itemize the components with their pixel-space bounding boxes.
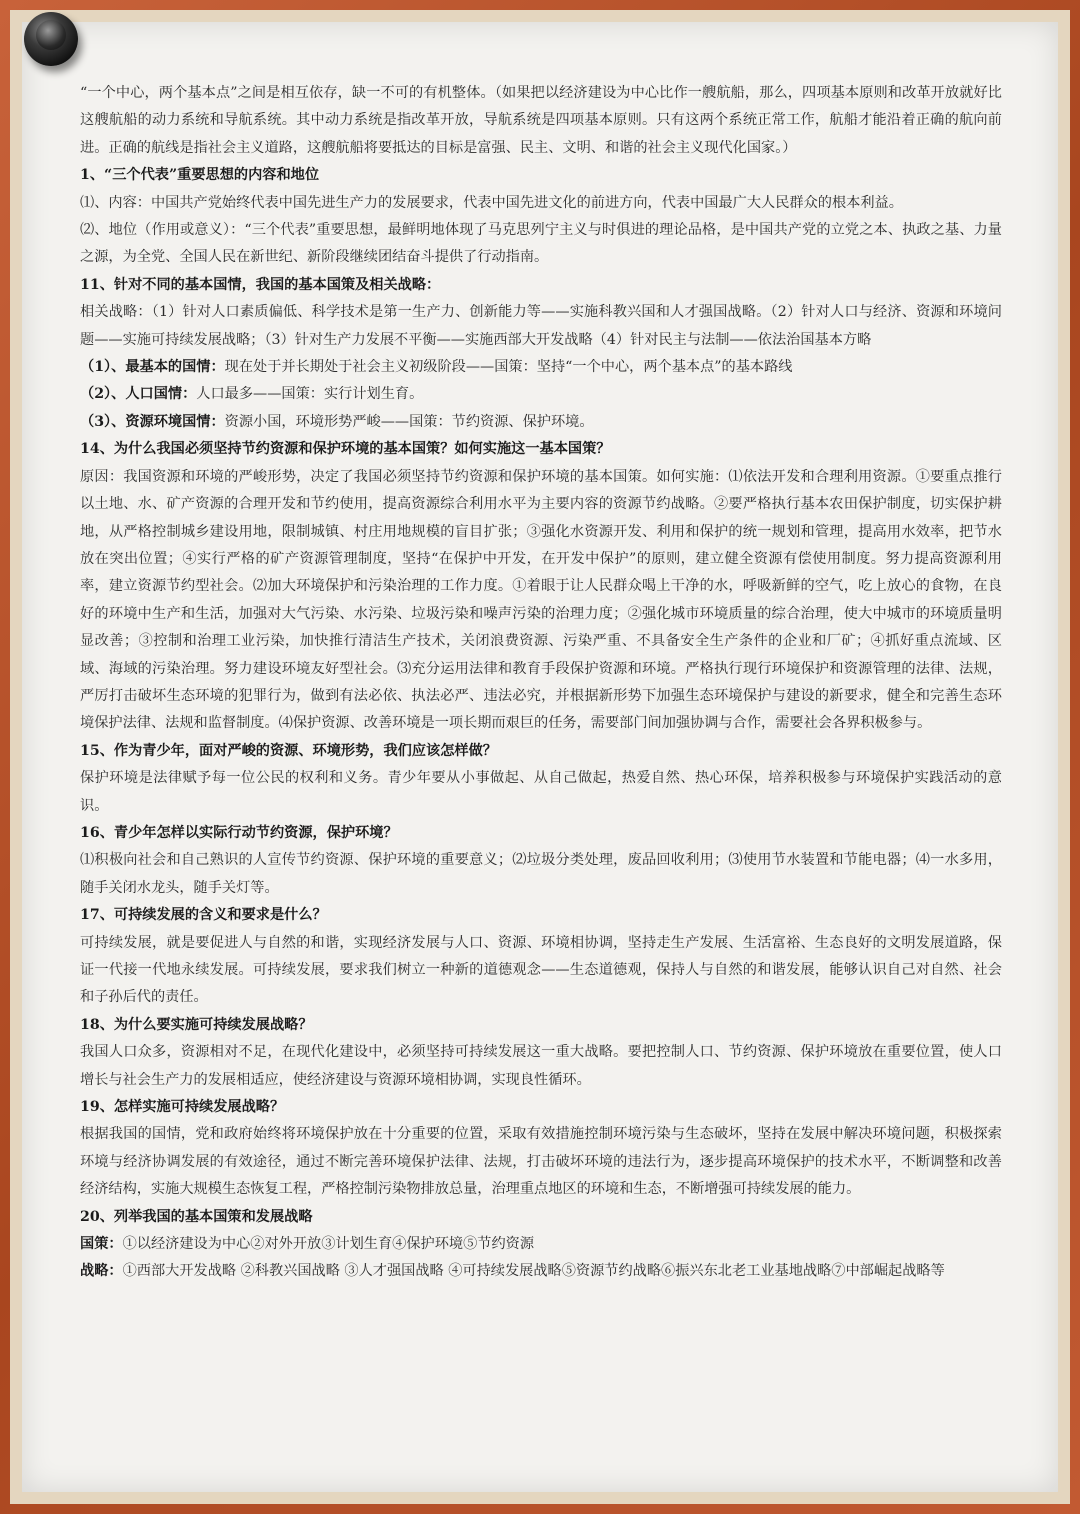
section-1-heading: 1、“三个代表”重要思想的内容和地位 <box>80 167 320 184</box>
section-17-body: 可持续发展，就是要促进人与自然的和谐，实现经济发展与人口、资源、环境相协调，坚持走生产发展、生活富裕、生态良好的文明发展道路，保证一代接一代地永续发展。可持续发展，要求我们树立一种新的道德观念——生态道德观，保持人与自然的和谐发展，能够认识自己对自然、社会和子孙后代的责任。 <box>80 934 1002 1006</box>
section-19-body: 根据我国的国情，党和政府始终将环境保护放在十分重要的位置，采取有效措施控制环境污染与生态破坏，坚持在发展中解决环境问题，积极探索环境与经济协调发展的有效途径，通过不断完善环境保护法律、法规，打击破坏环境的违法行为，逐步提高环境保护的技术水平，不断调整和改善经济结构，实施大规模生态恢复工程，严格控制污染物排放总量，治理重点地区的环境和生态，不断增强可持续发展的能力。 <box>80 1126 1002 1198</box>
section-14-body: 原因：我国资源和环境的严峻形势，决定了我国必须坚持节约资源和保护环境的基本国策。如何实施：⑴依法开发和合理利用资源。①要重点推行以土地、水、矿产资源的合理开发和节约使用，提高资源综合利用水平为主要内容的资源节约战略。②要严格执行基本农田保护制度，切实保护耕地，从严格控制城乡建设用地，限制城镇、村庄用地规模的盲目扩张；③强化水资源开发、利用和保护的统一规划和管理，提高用水效率，把节水放在突出位置；④实行严格的矿产资源管理制度，坚持“在保护中开发，在开发中保护”的原则，建立健全资源有偿使用制度。努力提高资源利用率，建立资源节约型社会。⑵加大环境保护和污染治理的工作力度。①着眼于让人民群众喝上干净的水，呼吸新鲜的空气，吃上放心的食物，在良好的环境中生产和生活，加强对大气污染、水污染、垃圾污染和噪声污染的治理力度；②强化城市环境质量的综合治理，使大中城市的环境质量明显改善；③控制和治理工业污染，加快推行清洁生产技术，关闭浪费资源、污染严重、不具备安全生产条件的企业和厂矿；④抓好重点流域、区域、海域的污染治理。努力建设环境友好型社会。⑶充分运用法律和教育手段保护资源和环境。严格执行现行环境保护和资源管理的法律、法规，严厉打击破坏生态环境的犯罪行为，做到有法必依、执法必严、违法必究，并根据新形势下加强生态环境保护与建设的新要求，健全和完善生态环境保护法律、法规和监督制度。⑷保护资源、改善环境是一项长期而艰巨的任务，需要部门间加强协调与合作，需要社会各界积极参与。 <box>80 468 1002 732</box>
basic-policies-label: 国策： <box>80 1236 123 1253</box>
section-1-content: ⑴、内容：中国共产党始终代表中国先进生产力的发展要求，代表中国先进文化的前进方向，代表中国最广大人民群众的根本利益。 <box>80 194 903 211</box>
basic-policies-text: ①以经济建设为中心②对外开放③计划生育④保护环境⑤节约资源 <box>122 1236 535 1253</box>
section-11-strategies: 相关战略：（1）针对人口素质偏低、科学技术是第一生产力、创新能力等——实施科教兴国和人才强国战略。（2）针对人口与经济、资源和环境问题——实施可持续发展战略；（3）针对生产力发展不平衡——实施西部大开发战略（4）针对民主与法制——依法治国基本方略 <box>80 304 1002 348</box>
section-19-heading: 19、怎样实施可持续发展战略？ <box>80 1099 285 1116</box>
development-strategies-label: 战略： <box>80 1263 123 1280</box>
section-14-heading: 14、为什么我国必须坚持节约资源和保护环境的基本国策？如何实施这一基本国策？ <box>80 441 611 458</box>
national-condition-2-text: 人口最多——国策：实行计划生育。 <box>196 386 424 403</box>
paper-sheet <box>22 22 1058 1492</box>
section-18-body: 我国人口众多，资源相对不足，在现代化建设中，必须坚持可持续发展这一重大战略。要把控制人口、节约资源、保护环境放在重要位置，使人口增长与社会生产力的发展相适应，使经济建设与资源环境相协调，实现良性循环。 <box>80 1044 1002 1088</box>
section-20-heading: 20、列举我国的基本国策和发展战略 <box>80 1208 313 1225</box>
document-body <box>80 80 1002 1286</box>
national-condition-3-label: （3）、资源环境国情： <box>80 413 225 430</box>
section-16-heading: 16、青少年怎样以实际行动节约资源，保护环境？ <box>80 824 398 841</box>
section-18-heading: 18、为什么要实施可持续发展战略？ <box>80 1016 313 1033</box>
intro-paragraph: “一个中心，两个基本点”之间是相互依存，缺一不可的有机整体。（如果把以经济建设为中心比作一艘航船，那么，四项基本原则和改革开放就好比这艘航船的动力系统和导航系统。其中动力系统是指改革开放，导航系统是四项基本原则。只有这两个系统正常工作，航船才能沿着正确的航向前进。正确的航线是指社会主义道路，这艘航船将要抵达的目标是富强、民主、文明、和谐的社会主义现代化国家。） <box>80 85 1002 156</box>
national-condition-1-text: 现在处于并长期处于社会主义初级阶段——国策：坚持“一个中心，两个基本点”的基本路线 <box>224 359 793 376</box>
section-15-body: 保护环境是法律赋予每一位公民的权利和义务。青少年要从小事做起、从自己做起，热爱自然、热心环保，培养积极参与环境保护实践活动的意识。 <box>80 770 1002 814</box>
national-condition-2-label: （2）、人口国情： <box>80 386 197 403</box>
section-1-status: ⑵、地位（作用或意义）：“三个代表”重要思想，最鲜明地体现了马克思列宁主义与时俱进的理论品格，是中国共产党的立党之本、执政之基、力量之源，为全党、全国人民在新世纪、新阶段继续团结奋斗提供了行动指南。 <box>80 222 1002 266</box>
development-strategies <box>80 1258 1002 1285</box>
basic-policies <box>80 1231 1002 1258</box>
national-condition-1 <box>80 354 1002 381</box>
national-condition-3-text: 资源小国，环境形势严峻——国策：节约资源、保护环境。 <box>224 413 594 430</box>
section-15-heading: 15、作为青少年，面对严峻的资源、环境形势，我们应该怎样做？ <box>80 742 497 759</box>
section-17-heading: 17、可持续发展的含义和要求是什么？ <box>80 907 327 924</box>
national-condition-3 <box>80 409 1002 436</box>
section-11-heading: 11、针对不同的基本国情，我国的基本国策及相关战略： <box>80 276 441 293</box>
section-16-body: ⑴积极向社会和自己熟识的人宣传节约资源、保护环境的重要意义；⑵垃圾分类处理，废品回收利用；⑶使用节水装置和节能电器；⑷一水多用，随手关闭水龙头，随手关灯等。 <box>80 852 1002 896</box>
national-condition-1-label: （1）、最基本的国情： <box>80 359 225 376</box>
pushpin-head-icon <box>36 20 66 50</box>
national-condition-2 <box>80 381 1002 408</box>
development-strategies-text: ①西部大开发战略 ②科教兴国战略 ③人才强国战略 ④可持续发展战略⑤资源节约战略⑥振兴东北老工业基地战略⑦中部崛起战略等 <box>122 1263 945 1280</box>
